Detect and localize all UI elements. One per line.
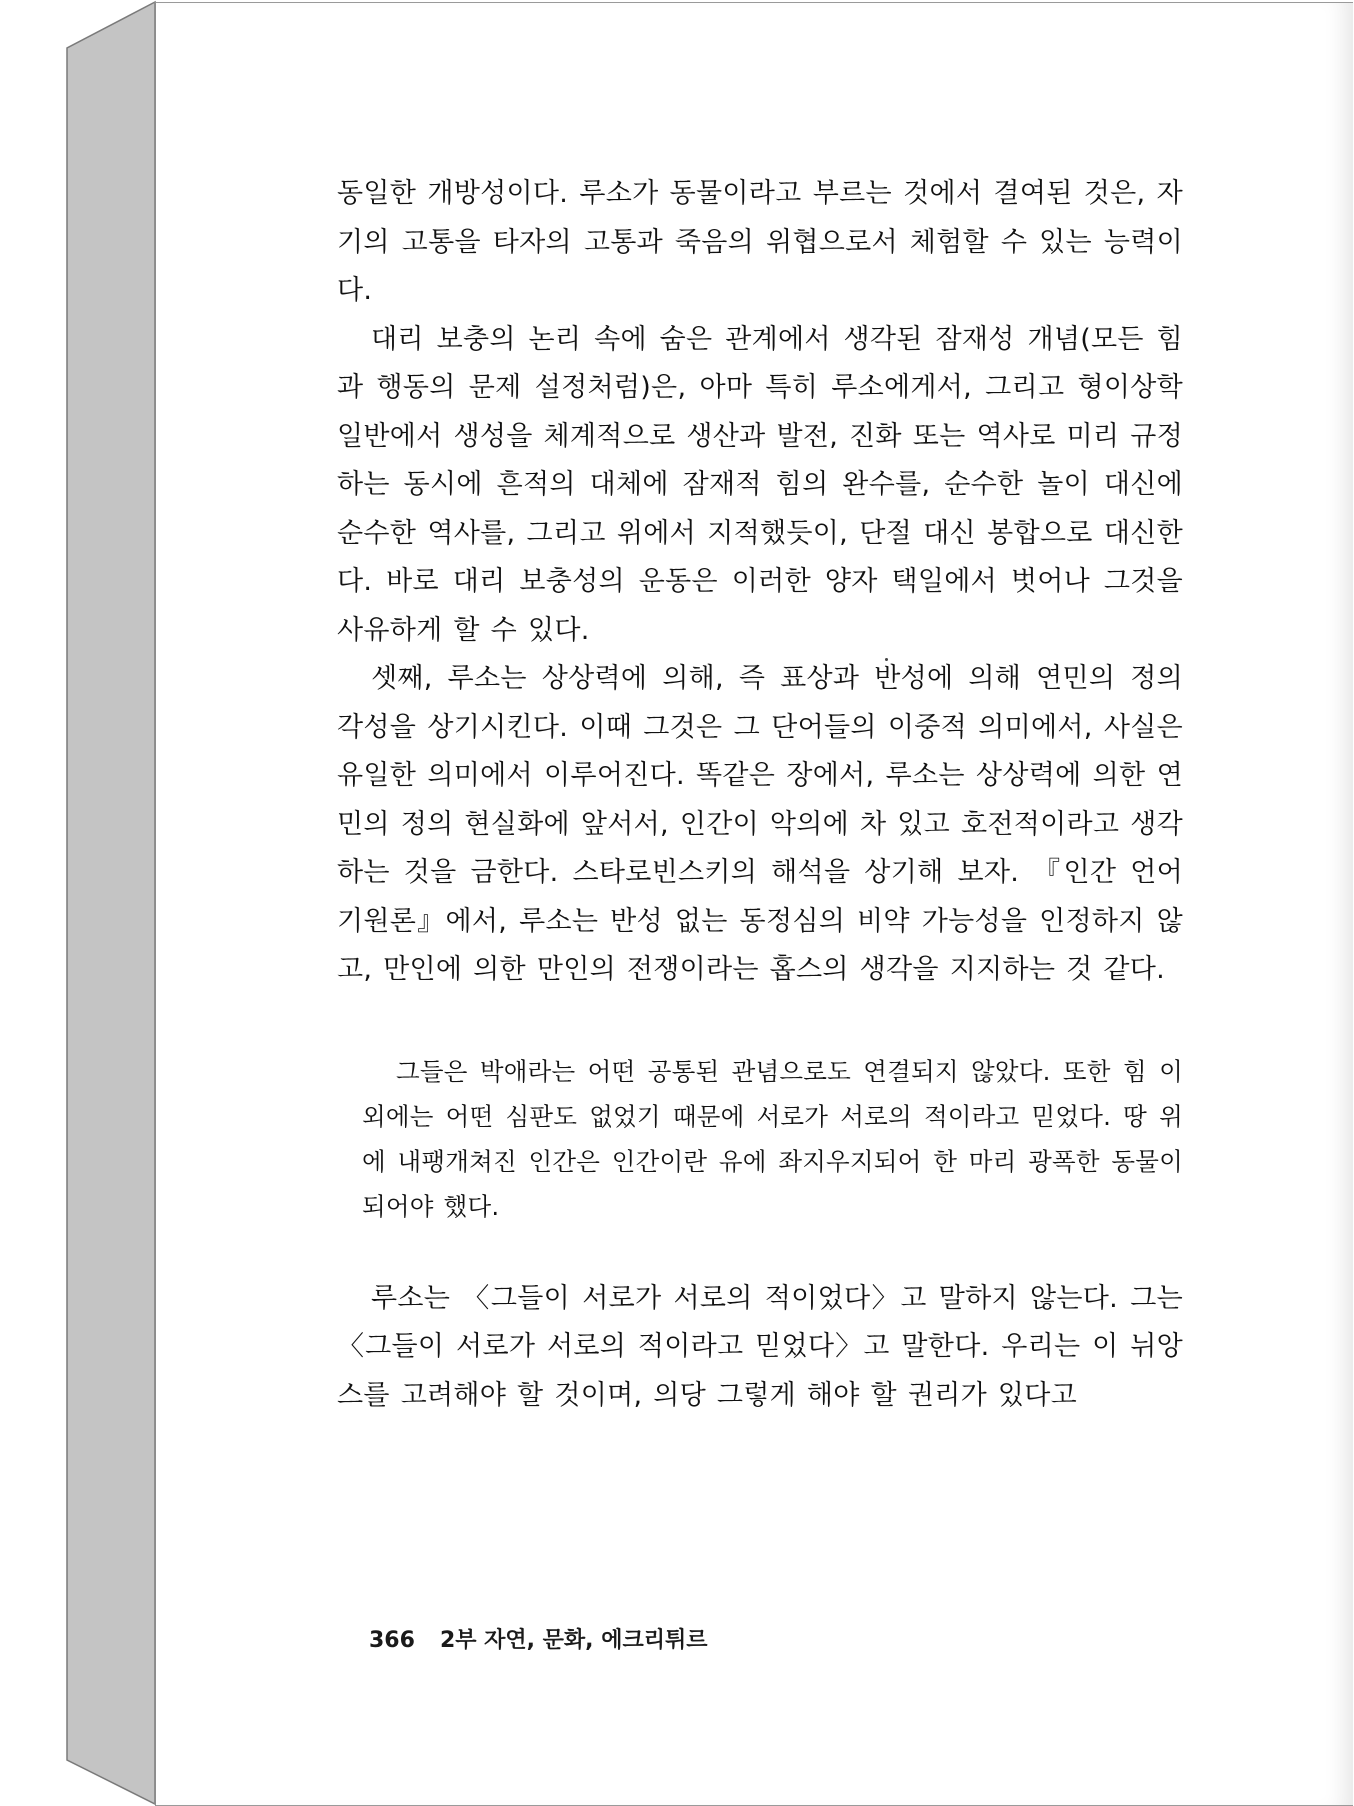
block-quote: 그들은 박애라는 어떤 공통된 관념으로도 연결되지 않았다. 또한 힘 이외에는 어떤 심판도 없었기 때문에 서로가 서로의 적이라고 믿었다. 땅 위에 내팽개쳐진 인간은 인간이란 유에 좌지우지되어 한 마리 광폭한 동물이 되어야 했다. bbox=[362, 1056, 1183, 1221]
page-footer bbox=[369, 1623, 707, 1654]
page-number: 366 bbox=[369, 1628, 415, 1653]
spine-face bbox=[67, 2, 155, 1804]
closing-paragraph: 루소는 〈그들이 서로가 서로의 적이었다〉고 말하지 않는다. 그는 〈그들이 서로가 서로의 적이라고 믿었다〉고 말한다. 우리는 이 뉘앙스를 고려해야 할 것이며, 의당 그렇게 해야 할 권리가 있다고 bbox=[337, 1282, 1183, 1411]
body-text bbox=[337, 170, 1183, 1420]
running-footer-title: 2부 자연, 문화, 에크리튀르 bbox=[439, 1628, 708, 1653]
paragraph-1: 동일한 개방성이다. 루소가 동물이라고 부르는 것에서 결여된 것은, 자기의 고통을 타자의 고통과 죽음의 위협으로서 체험할 수 있는 능력이다. bbox=[337, 178, 1183, 306]
ink-speck bbox=[885, 658, 888, 661]
paragraph-2: 대리 보충의 논리 속에 숨은 관계에서 생각된 잠재성 개념(모든 힘과 행동의 문제 설정처럼)은, 아마 특히 루소에게서, 그리고 형이상학 일반에서 생성을 체계적으로 생산과 발전, 진화 또는 역사로 미리 규정하는 동시에 흔적의 대체에 잠재적 힘의 완수를, 순수한 놀이 대신에 순수한 역사를, 그리고 위에서 지적했듯이, 단절 대신 봉합으로 대신한다. 바로 대리 보충성의 운동은 이러한 양자 택일에서 벗어나 그것을 사유하게 할 수 있다. bbox=[337, 323, 1183, 646]
paragraph-3: 셋째, 루소는 상상력에 의해, 즉 표상과 반성에 의해 연민의 정의 각성을 상기시킨다. 이때 그것은 그 단어들의 이중적 의미에서, 사실은 유일한 의미에서 이루어진다. 똑같은 장에서, 루소는 상상력에 의한 연민의 정의 현실화에 앞서서, 인간이 악의에 차 있고 호전적이라고 생각하는 것을 금한다. 스타로빈스키의 해석을 상기해 보자. 『인간 언어 기원론』에서, 루소는 반성 없는 동정심의 비약 가능성을 인정하지 않고, 만인에 의한 만인의 전쟁이라는 홉스의 생각을 지지하는 것 같다. bbox=[337, 663, 1183, 985]
